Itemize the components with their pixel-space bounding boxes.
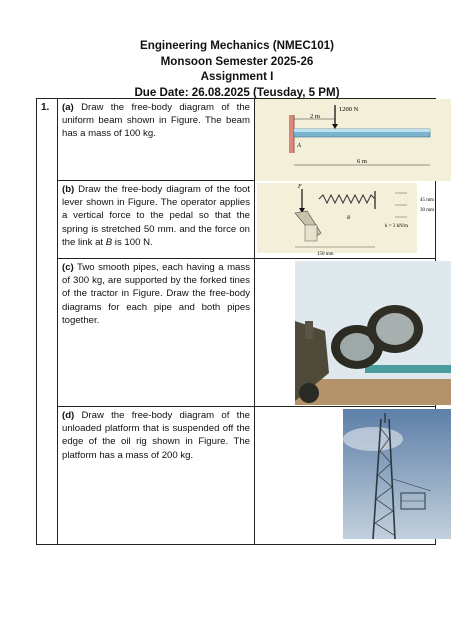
part-label: (d)	[62, 410, 75, 421]
question-a	[58, 99, 255, 181]
question-c	[58, 259, 255, 407]
force-label: 1200 N	[339, 106, 359, 113]
dim-3-label: 150 mm	[317, 252, 334, 257]
assignment-header	[0, 38, 474, 100]
course-title: Engineering Mechanics (NMEC101)	[140, 39, 334, 52]
assignment-title: Assignment I	[200, 70, 274, 83]
dim-b-label: 6 m	[357, 158, 367, 165]
table-row	[37, 181, 436, 259]
semester-title: Monsoon Semester 2025-26	[160, 54, 314, 68]
figure-rig-cell	[255, 407, 436, 545]
pipe-right-bore	[376, 313, 414, 345]
figure-pipes-cell	[255, 259, 436, 407]
question-text-end: is 100 N.	[112, 236, 153, 248]
dim-1-label: 45 mm	[420, 198, 435, 203]
question-text: Draw the free-body diagram of the foot lever shown in Figure. The operator applies a vertical force to the pedal so that the spring is stretched 50 mm. and the force on the link at	[62, 184, 250, 248]
pipes-photo	[295, 261, 451, 405]
pedal-base	[305, 225, 317, 241]
point-label: B	[105, 236, 113, 248]
due-date: Due Date: 26.08.2025 (Teusday, 5 PM)	[134, 85, 340, 99]
table-row	[37, 259, 436, 407]
beam-highlight	[294, 129, 430, 132]
table-row	[37, 99, 436, 181]
question-text: Draw the free-body diagram of the unloaded platform that is suspended off the edge of the oil rig shown in Figure. The platform has a mass of 200 kg.	[62, 410, 250, 461]
figure-beam-cell	[255, 99, 436, 181]
part-label: (c)	[62, 262, 74, 273]
question-table	[36, 98, 436, 545]
question-text: Two smooth pipes, each having a mass of 300 kg, are supported by the forked tines of the tractor in Figure. Draw the free-body diagrams for each pipe and both pipes together.	[62, 262, 250, 326]
question-b	[58, 181, 255, 259]
question-text: Draw the free-body diagram of the uniform beam shown in Figure. The beam has a mass of 100 kg.	[62, 102, 250, 140]
part-label: (a)	[62, 102, 74, 113]
figure-lever-cell	[255, 181, 436, 259]
question-number: 1.	[37, 99, 58, 545]
lever-figure	[255, 181, 451, 259]
force-label: F	[298, 184, 302, 190]
beam-figure	[255, 99, 451, 181]
point-b-label: B	[347, 216, 351, 221]
fork-tine	[305, 321, 313, 339]
dim-a-label: 2 m	[310, 113, 320, 120]
part-label: (b)	[62, 184, 75, 195]
background-pipes	[365, 365, 451, 373]
question-d	[58, 407, 255, 545]
cloud	[343, 427, 403, 451]
table-row	[37, 407, 436, 545]
figure-background	[257, 183, 417, 253]
wall-support	[289, 115, 294, 153]
support-label: A	[297, 142, 301, 149]
dim-2-label: 30 mm	[420, 208, 435, 213]
spring-constant-label: k = 3 kN/m	[385, 224, 408, 229]
tractor-wheel	[299, 383, 319, 403]
oil-rig-photo	[343, 409, 451, 539]
